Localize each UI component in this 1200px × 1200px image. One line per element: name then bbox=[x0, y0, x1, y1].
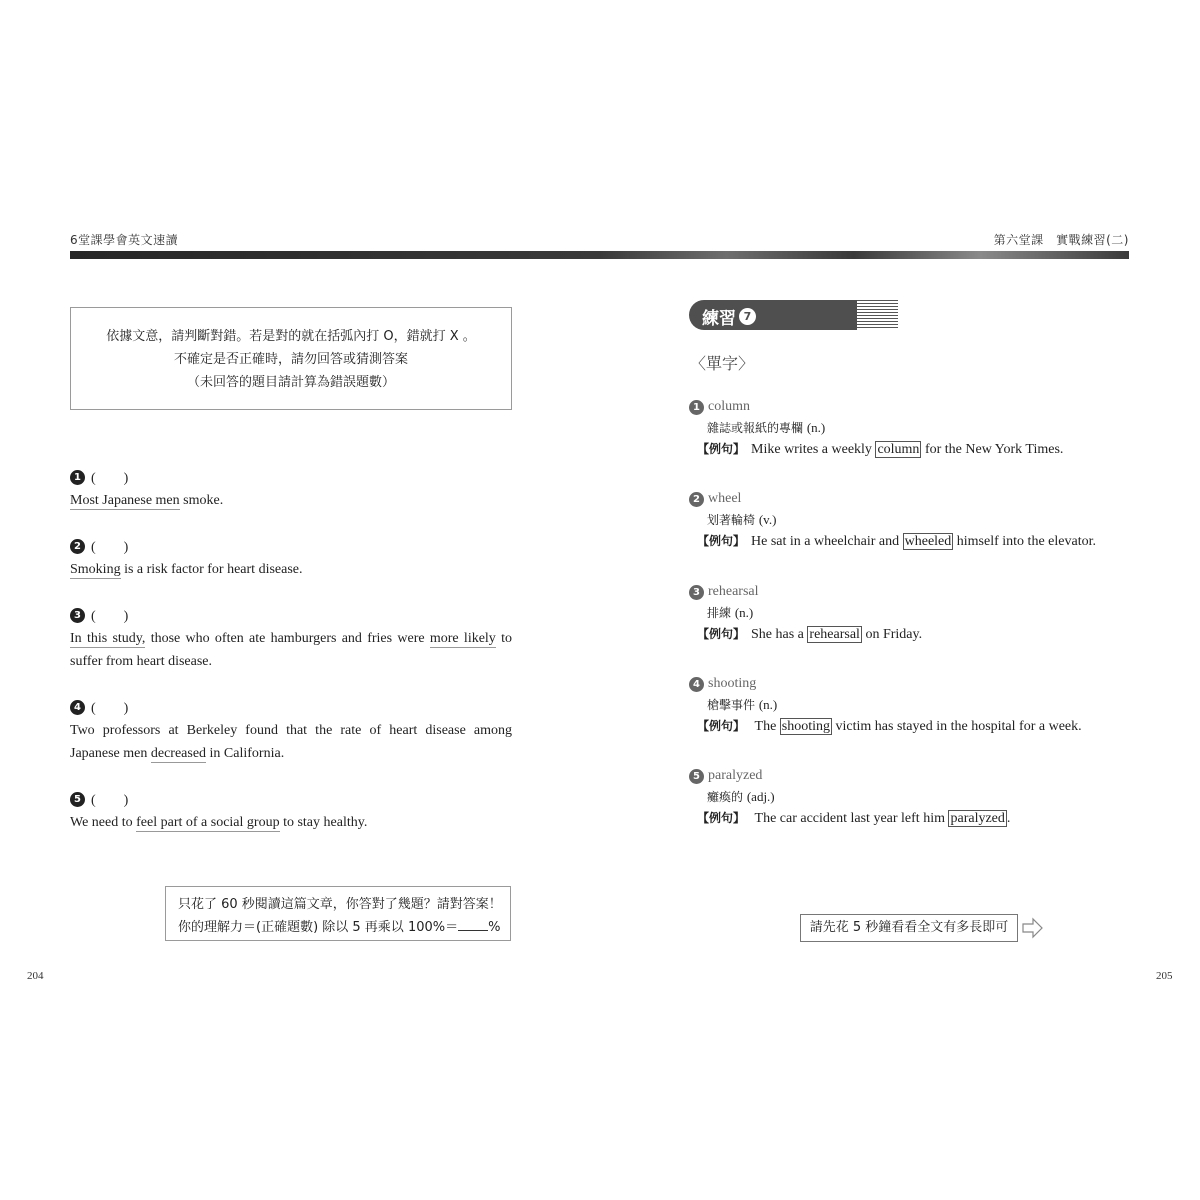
boxed-word: shooting bbox=[781, 719, 831, 734]
example-text: himself into the elevator. bbox=[953, 534, 1096, 549]
text-segment: smoke. bbox=[179, 493, 224, 508]
banner-stripes bbox=[857, 300, 898, 330]
question-number: 4 bbox=[70, 700, 85, 715]
part-of-speech: (n.) bbox=[806, 420, 826, 435]
example-text: She has a bbox=[751, 627, 808, 642]
reading-hint-box: 請先花 5 秒鐘看看全文有多長即可 bbox=[800, 914, 1018, 942]
part-of-speech: (n.) bbox=[758, 697, 778, 712]
running-header-left: 6堂課學會英文速讀 bbox=[70, 233, 179, 247]
text-segment: to suffer from heart disease. bbox=[70, 631, 512, 669]
instruction-line: （未回答的題目請計算為錯誤題數） bbox=[186, 375, 395, 390]
question-text bbox=[70, 558, 512, 581]
example-text: Mike writes a weekly bbox=[751, 442, 876, 457]
boxed-word: paralyzed bbox=[950, 811, 1005, 826]
underlined-phrase: Most Japanese men bbox=[70, 493, 180, 508]
arrow-right-icon bbox=[1022, 917, 1044, 939]
score-formula-text: 你的理解力＝(正確題數) 除以 5 再乘以 100%＝ bbox=[178, 920, 459, 935]
answer-parentheses[interactable]: ( ) bbox=[91, 701, 129, 716]
boxed-word: column bbox=[877, 442, 920, 457]
vocab-word: shooting bbox=[708, 676, 757, 691]
example-text: . bbox=[1006, 811, 1011, 826]
answer-parentheses[interactable]: ( ) bbox=[91, 540, 129, 555]
page-number-right: 205 bbox=[1156, 970, 1173, 982]
exercise-number: 7 bbox=[739, 308, 756, 325]
example-sentence bbox=[697, 716, 1159, 737]
example-tag: 【例句】 bbox=[697, 442, 746, 456]
section-title: 〈單字〉 bbox=[690, 354, 755, 373]
underlined-phrase: decreased bbox=[150, 746, 207, 761]
vocab-entry bbox=[689, 397, 1159, 460]
question-item bbox=[70, 697, 512, 765]
answer-parentheses[interactable]: ( ) bbox=[91, 471, 129, 486]
question-item bbox=[70, 789, 512, 834]
example-sentence bbox=[697, 439, 1159, 460]
question-text bbox=[70, 811, 512, 834]
score-percent: % bbox=[488, 920, 501, 935]
instruction-line: 依據文意，請判斷對錯。若是對的就在括弧內打 O，錯就打 X 。 bbox=[106, 329, 476, 344]
example-tag: 【例句】 bbox=[697, 811, 746, 825]
vocab-definition bbox=[707, 694, 1159, 716]
definition-text: 划著輪椅 bbox=[707, 513, 756, 527]
example-text: The car accident last year left him bbox=[751, 811, 949, 826]
boxed-word: wheeled bbox=[904, 534, 952, 549]
text-segment: Two professors at Berkeley found that the rate of heart disease among Japanese men bbox=[70, 723, 512, 761]
definition-text: 排練 bbox=[707, 606, 732, 620]
vocab-word: wheel bbox=[708, 491, 742, 506]
example-text: on Friday. bbox=[861, 627, 923, 642]
vocab-entry bbox=[689, 674, 1159, 737]
part-of-speech: (n.) bbox=[734, 605, 754, 620]
example-text: He sat in a wheelchair and bbox=[751, 534, 903, 549]
example-sentence bbox=[697, 624, 1159, 645]
definition-text: 癱瘓的 bbox=[707, 790, 744, 804]
vocab-number: 5 bbox=[689, 769, 704, 784]
underlined-phrase: In this study, bbox=[70, 631, 146, 646]
score-line: 只花了 60 秒閱讀這篇文章，你答對了幾題？請對答案！ bbox=[178, 897, 502, 912]
vocab-number: 3 bbox=[689, 585, 704, 600]
question-item bbox=[70, 536, 512, 581]
example-tag: 【例句】 bbox=[697, 627, 746, 641]
vocab-entry bbox=[689, 489, 1159, 552]
vocab-word: column bbox=[708, 399, 750, 414]
text-segment: those who often ate hamburgers and fries were bbox=[145, 631, 430, 646]
example-sentence bbox=[697, 808, 1159, 829]
question-item bbox=[70, 467, 512, 512]
vocab-number: 1 bbox=[689, 400, 704, 415]
vocab-definition bbox=[707, 602, 1159, 624]
vocab-number: 2 bbox=[689, 492, 704, 507]
definition-text: 雜誌或報紙的專欄 bbox=[707, 421, 804, 435]
example-text: victim has stayed in the hospital for a week. bbox=[832, 719, 1082, 734]
score-box bbox=[165, 886, 511, 941]
running-header-right: 第六堂課 實戰練習(二) bbox=[993, 233, 1129, 247]
vocab-number: 4 bbox=[689, 677, 704, 692]
question-text bbox=[70, 719, 512, 765]
vocab-definition bbox=[707, 786, 1159, 808]
question-number: 5 bbox=[70, 792, 85, 807]
example-tag: 【例句】 bbox=[697, 534, 746, 548]
text-segment: to stay healthy. bbox=[279, 815, 368, 830]
underlined-phrase: more likely bbox=[429, 631, 496, 646]
part-of-speech: (v.) bbox=[758, 512, 777, 527]
text-segment: is a risk factor for heart disease. bbox=[120, 562, 303, 577]
answer-parentheses[interactable]: ( ) bbox=[91, 793, 129, 808]
score-formula bbox=[178, 916, 510, 939]
underlined-phrase: Smoking bbox=[70, 562, 121, 577]
question-number: 1 bbox=[70, 470, 85, 485]
underlined-phrase: feel part of a social group bbox=[136, 815, 280, 830]
question-number: 3 bbox=[70, 608, 85, 623]
question-text bbox=[70, 627, 512, 673]
text-segment: in California. bbox=[206, 746, 285, 761]
example-text: for the New York Times. bbox=[921, 442, 1064, 457]
instruction-box bbox=[70, 307, 512, 410]
example-text: The bbox=[751, 719, 780, 734]
answer-parentheses[interactable]: ( ) bbox=[91, 609, 129, 624]
page-number-left: 204 bbox=[27, 970, 44, 982]
exercise-banner bbox=[689, 300, 898, 330]
question-text bbox=[70, 489, 512, 512]
vocab-definition bbox=[707, 417, 1159, 439]
header-band bbox=[70, 251, 1129, 259]
boxed-word: rehearsal bbox=[809, 627, 860, 642]
definition-text: 槍擊事件 bbox=[707, 698, 756, 712]
question-number: 2 bbox=[70, 539, 85, 554]
question-item bbox=[70, 605, 512, 673]
part-of-speech: (adj.) bbox=[746, 789, 775, 804]
instruction-line: 不確定是否正確時，請勿回答或猜測答案 bbox=[173, 352, 408, 367]
vocab-word: paralyzed bbox=[708, 768, 763, 783]
example-tag: 【例句】 bbox=[697, 719, 746, 733]
example-sentence bbox=[697, 531, 1159, 552]
vocab-entry bbox=[689, 582, 1159, 645]
text-segment: We need to bbox=[70, 815, 137, 830]
vocab-entry bbox=[689, 766, 1159, 829]
vocab-definition bbox=[707, 509, 1159, 531]
vocab-word: rehearsal bbox=[708, 584, 759, 599]
score-blank[interactable] bbox=[458, 917, 488, 931]
exercise-label: 練習 bbox=[702, 309, 736, 329]
